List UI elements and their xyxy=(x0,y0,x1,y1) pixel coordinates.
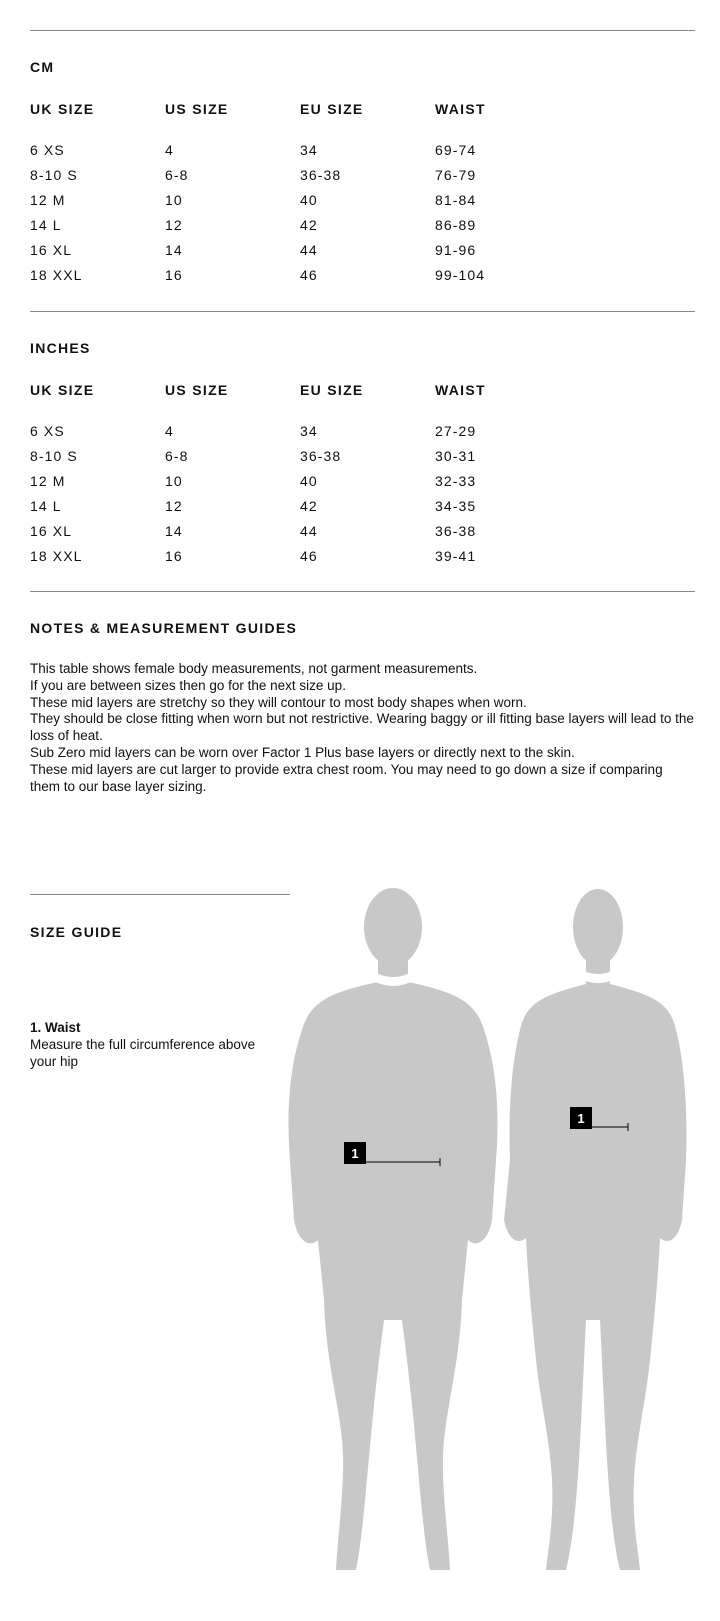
table-cell: 4 xyxy=(165,423,174,439)
table-cell: 69-74 xyxy=(435,142,477,158)
table-cell: 16 XL xyxy=(30,242,73,258)
note-line: Sub Zero mid layers can be worn over Factor 1 Plus base layers or directly next to the skin. xyxy=(30,744,575,760)
female-figure xyxy=(504,889,687,1570)
table-cell: 46 xyxy=(300,548,318,564)
table-cell: 76-79 xyxy=(435,167,477,183)
table-cell: 44 xyxy=(300,523,318,539)
inches-header-eu: EU SIZE xyxy=(300,382,364,398)
table-cell: 91-96 xyxy=(435,242,477,258)
note-line: This table shows female body measurements, not garment measurements. xyxy=(30,661,478,676)
table-cell: 16 xyxy=(165,548,183,564)
waist-guide xyxy=(30,1020,270,1070)
table-cell: 34 xyxy=(300,142,318,158)
cm-header-eu: EU SIZE xyxy=(300,101,364,117)
divider-size-guide xyxy=(30,894,290,895)
table-cell: 42 xyxy=(300,498,318,514)
table-cell: 16 XL xyxy=(30,523,73,539)
cm-header-uk: UK SIZE xyxy=(30,101,95,117)
table-cell: 16 xyxy=(165,267,183,283)
divider-top xyxy=(30,30,695,31)
table-cell: 34-35 xyxy=(435,498,477,514)
inches-section-title: INCHES xyxy=(30,340,91,356)
table-cell: 6 XS xyxy=(30,423,65,439)
table-cell: 40 xyxy=(300,192,318,208)
male-figure xyxy=(289,888,498,1570)
table-cell: 10 xyxy=(165,192,183,208)
note-line: These mid layers are cut larger to provide extra chest room. You may need to go down a size if comparing them to our base layer sizing. xyxy=(30,761,663,794)
table-cell: 4 xyxy=(165,142,174,158)
table-cell: 99-104 xyxy=(435,267,486,283)
waist-guide-title: 1. Waist xyxy=(30,1020,81,1035)
divider-notes xyxy=(30,591,695,592)
table-cell: 46 xyxy=(300,267,318,283)
table-cell: 86-89 xyxy=(435,217,477,233)
table-cell: 12 xyxy=(165,498,183,514)
table-cell: 18 XXL xyxy=(30,548,83,564)
table-cell: 81-84 xyxy=(435,192,477,208)
inches-header-uk: UK SIZE xyxy=(30,382,95,398)
notes-section-title: NOTES & MEASUREMENT GUIDES xyxy=(30,620,298,636)
table-cell: 14 L xyxy=(30,217,62,233)
male-marker-label: 1 xyxy=(351,1146,359,1161)
table-cell: 8-10 S xyxy=(30,167,78,183)
table-cell: 27-29 xyxy=(435,423,477,439)
table-cell: 12 M xyxy=(30,473,66,489)
table-cell: 14 xyxy=(165,242,183,258)
table-cell: 8-10 S xyxy=(30,448,78,464)
table-cell: 36-38 xyxy=(300,448,342,464)
size-guide-title: SIZE GUIDE xyxy=(30,924,123,940)
table-cell: 12 xyxy=(165,217,183,233)
table-cell: 36-38 xyxy=(435,523,477,539)
table-cell: 6-8 xyxy=(165,167,189,183)
table-cell: 36-38 xyxy=(300,167,342,183)
table-cell: 14 L xyxy=(30,498,62,514)
note-line: They should be close fitting when worn but not restrictive. Wearing baggy or ill fitting base layers will lead to the loss of heat. xyxy=(30,711,694,744)
table-cell: 10 xyxy=(165,473,183,489)
table-cell: 6 XS xyxy=(30,142,65,158)
table-cell: 44 xyxy=(300,242,318,258)
cm-header-waist: WAIST xyxy=(435,101,486,117)
table-cell: 42 xyxy=(300,217,318,233)
divider-inches xyxy=(30,311,695,312)
notes-text xyxy=(30,661,695,795)
cm-section-title: CM xyxy=(30,59,55,75)
table-cell: 18 XXL xyxy=(30,267,83,283)
note-line: If you are between sizes then go for the next size up. xyxy=(30,677,346,693)
table-cell: 40 xyxy=(300,473,318,489)
note-line: These mid layers are stretchy so they will contour to most body shapes when worn. xyxy=(30,694,527,710)
table-cell: 39-41 xyxy=(435,548,477,564)
female-marker-label: 1 xyxy=(577,1111,585,1126)
table-cell: 12 M xyxy=(30,192,66,208)
waist-guide-text: Measure the full circumference above your hip xyxy=(30,1036,256,1069)
inches-header-us: US SIZE xyxy=(165,382,229,398)
table-cell: 6-8 xyxy=(165,448,189,464)
table-cell: 14 xyxy=(165,523,183,539)
table-cell: 34 xyxy=(300,423,318,439)
table-cell: 32-33 xyxy=(435,473,477,489)
inches-header-waist: WAIST xyxy=(435,382,486,398)
table-cell: 30-31 xyxy=(435,448,477,464)
body-figures-illustration xyxy=(280,880,700,1600)
cm-header-us: US SIZE xyxy=(165,101,229,117)
